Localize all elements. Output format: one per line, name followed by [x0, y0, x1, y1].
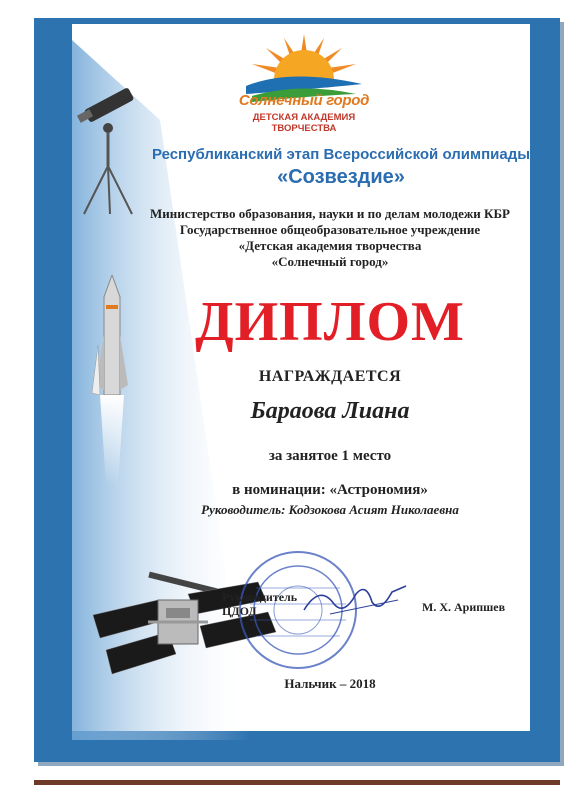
- telescope-icon: [64, 86, 144, 216]
- place-text: за занятое 1 место: [268, 448, 392, 464]
- organization-line: Государственное общеобразовательное учреждение: [179, 222, 481, 237]
- signer-role-line: ЦДОД: [222, 604, 257, 618]
- nomination-text: в номинации: «Астрономия»: [232, 482, 428, 498]
- diploma-heading: ДИПЛОМ: [195, 291, 465, 353]
- signer-role-line: Руководитель: [222, 590, 298, 604]
- signer-name: М. Х. Арипшев: [422, 600, 506, 614]
- organization-block: [130, 206, 530, 270]
- supervisor-text: Руководитель: Кодзокова Асият Николаевна: [201, 502, 459, 517]
- organization-line: «Детская академия творчества: [238, 238, 422, 253]
- logo-subtitle-line: ДЕТСКАЯ АКАДЕМИЯ: [252, 112, 356, 123]
- logo-title: Солнечный город: [238, 92, 370, 109]
- olympiad-title: Республиканский этап Всероссийской олимпиады: [151, 146, 531, 163]
- city-year: Нальчик – 2018: [284, 676, 376, 691]
- awarded-label: НАГРАЖДАЕТСЯ: [258, 368, 402, 385]
- organization-line: Министерство образования, науки и по делам молодежи КБР: [149, 206, 510, 221]
- logo-subtitle-line: ТВОРЧЕСТВА: [271, 123, 337, 134]
- olympiad-name: «Созвездие»: [277, 166, 405, 188]
- recipient-name: Бараова Лиана: [250, 398, 410, 424]
- bottom-border: [34, 780, 560, 785]
- organization-line: «Солнечный город»: [271, 254, 389, 269]
- logo-subtitle: [240, 112, 368, 134]
- signer-role: [222, 590, 297, 618]
- handwritten-signature: [300, 580, 410, 620]
